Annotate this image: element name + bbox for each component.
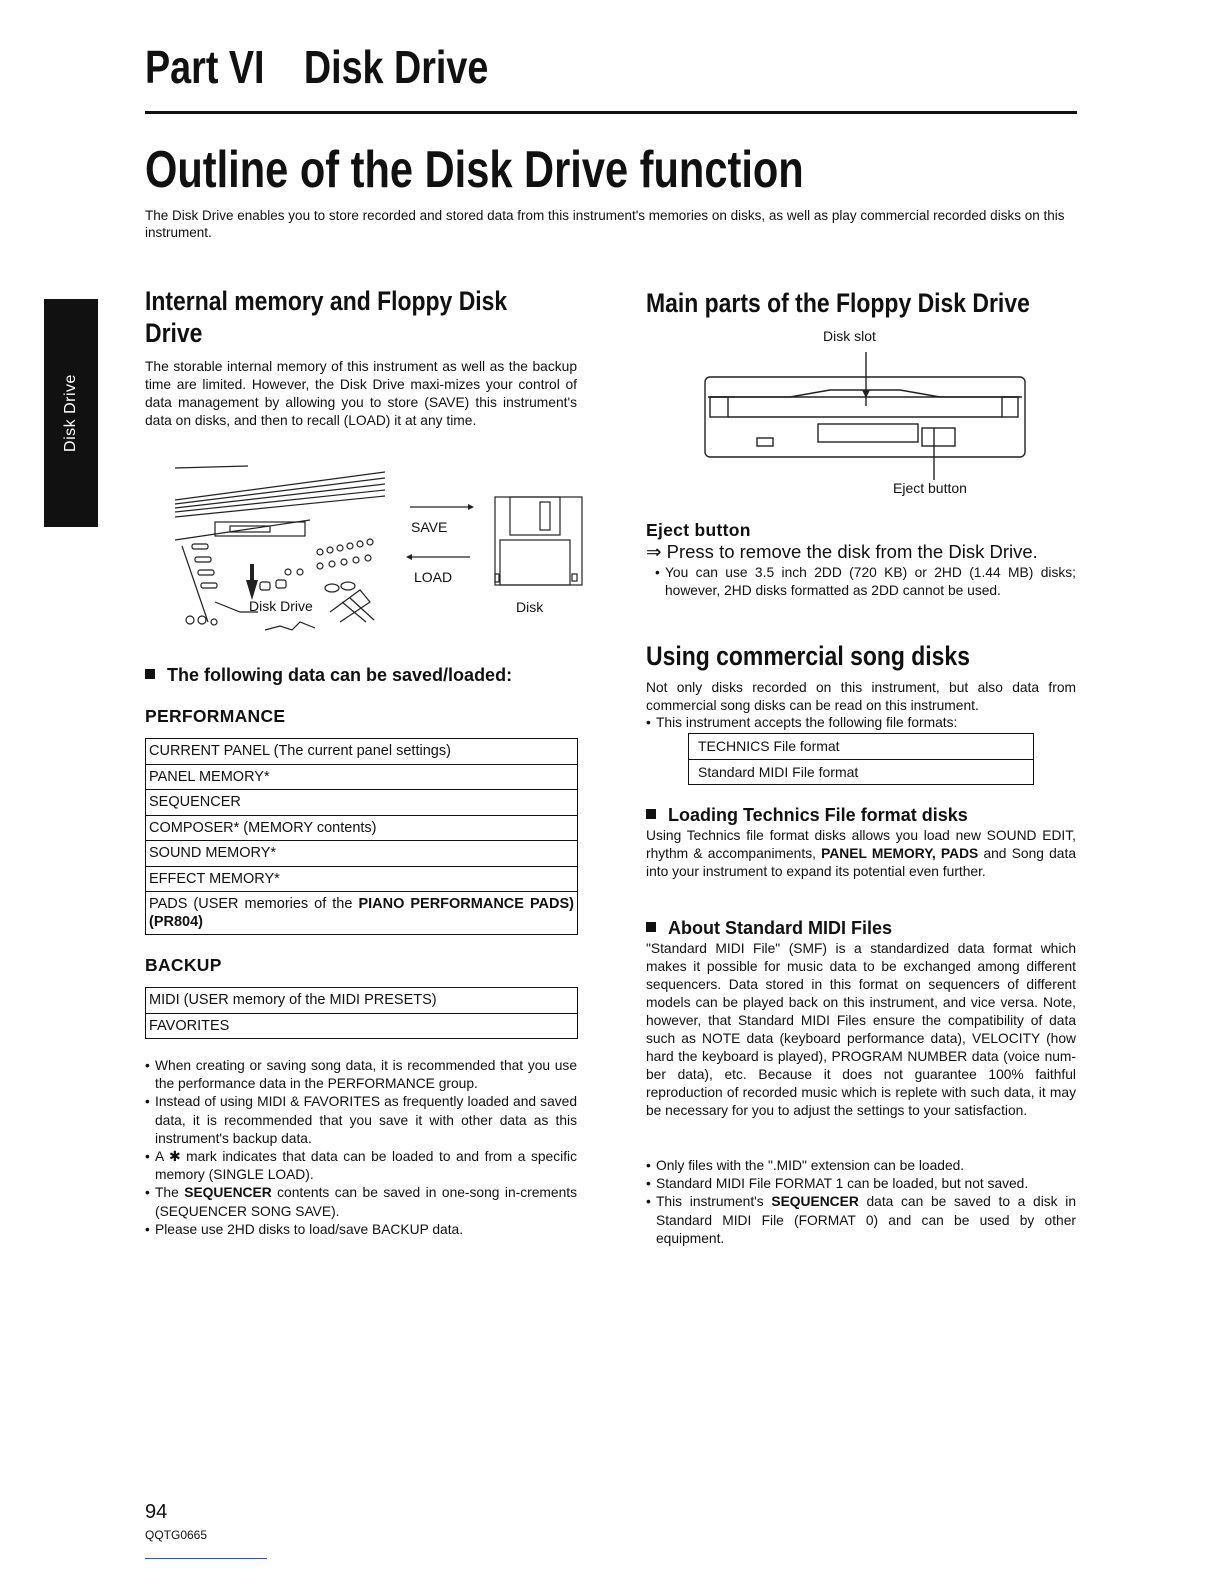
table-cell: CURRENT PANEL (The current panel settings) <box>146 739 578 765</box>
saved-loaded-heading: The following data can be saved/loaded: <box>145 665 512 686</box>
footer-rule <box>145 1558 267 1559</box>
smf-paragraph: "Standard MIDI File" (SMF) is a standardized data format which makes it possible for music data to be exchanged among different sequencers. Data stored in this format on sequencers of different models can be played back on this instrument, and vice versa. Note, however, that Standard MIDI Files ensure the compatibility of data such as NOTE data (keyboard performance data), VELOCITY (how hard the keyboard is played), PROGRAM NUMBER data (voice num-ber data), etc. Because it does not guarantee 100% faithful reproduction of recorded music which is replete with such data, it may be necessary for you to adjust the settings to your satisfaction. <box>646 941 1076 1118</box>
eject-instruction: ⇒ Press to remove the disk from the Disk Drive. <box>646 541 1038 562</box>
smf-notes <box>646 1157 1076 1248</box>
main-parts-heading: Main parts of the Floppy Disk Drive <box>646 288 1030 318</box>
table-row <box>146 739 578 765</box>
backup-heading: BACKUP <box>145 955 222 975</box>
internal-memory-heading: Internal memory and Floppy Disk Drive <box>145 286 508 348</box>
formats-intro-list <box>646 714 1076 732</box>
notes-list <box>145 1057 577 1239</box>
square-bullet-icon <box>646 809 656 819</box>
list-item: • This instrument's SEQUENCER data can be saved to a disk in Standard MIDI File (FORMAT 0) and can be used by other equipment. <box>646 1193 1076 1248</box>
technics-paragraph: Using Technics file format disks allows you load new SOUND EDIT, rhythm & accompaniments, PANEL MEMORY, PADS and Song data into your instrument to expand its potential even further. <box>646 828 1076 879</box>
table-row <box>689 759 1034 785</box>
part-label: Part VI <box>145 41 265 93</box>
list-item: • You can use 3.5 inch 2DD (720 KB) or 2HD (1.44 MB) disks; however, 2HD disks formatted as 2DD cannot be used. <box>655 564 1076 600</box>
table-cell: FAVORITES <box>149 1017 230 1034</box>
table-cell: PADS (USER memories of the PIANO PERFORMANCE PADS) (PR804) <box>149 896 574 930</box>
side-tab-label: Disk Drive <box>62 374 79 452</box>
table-row <box>146 988 578 1014</box>
square-bullet-icon <box>646 922 656 932</box>
commercial-paragraph: Not only disks recorded on this instrument, but also data from commercial song disks can be read on this instrument. <box>646 680 1076 713</box>
disk-drive-label: Disk Drive <box>249 598 313 614</box>
header-rule <box>145 111 1077 114</box>
list-item: • A ✱ mark indicates that data can be loaded to and from a specific memory (SINGLE LOAD). <box>145 1148 577 1184</box>
list-item: • Standard MIDI File FORMAT 1 can be loaded, but not saved. <box>646 1175 1076 1193</box>
table-row <box>689 734 1034 760</box>
list-item: • Only files with the ".MID" extension can be loaded. <box>646 1157 1076 1175</box>
floppy-drive-illustration <box>700 352 1030 487</box>
list-item: • The SEQUENCER contents can be saved in one-song in-crements (SEQUENCER SONG SAVE). <box>145 1184 577 1220</box>
page-number: 94 <box>145 1501 168 1523</box>
table-row <box>146 790 578 816</box>
technics-heading: Loading Technics File format disks <box>646 805 968 826</box>
load-label: LOAD <box>414 569 453 585</box>
table-cell: Standard MIDI File format <box>698 763 859 780</box>
disk-label: Disk <box>516 599 544 615</box>
table-row <box>146 841 578 867</box>
table-row <box>146 892 578 935</box>
table-cell: COMPOSER* (MEMORY contents) <box>146 815 578 841</box>
table-cell: PANEL MEMORY* <box>146 764 578 790</box>
list-item: • Please use 2HD disks to load/save BACKUP data. <box>145 1221 577 1239</box>
document-code: QQTG0665 <box>145 1528 208 1542</box>
chapter-title: Outline of the Disk Drive function <box>145 141 804 199</box>
square-bullet-icon <box>145 669 155 679</box>
table-cell: SOUND MEMORY* <box>146 841 578 867</box>
disk-slot-label: Disk slot <box>823 328 876 344</box>
performance-heading: PERFORMANCE <box>145 706 286 726</box>
save-label: SAVE <box>411 519 448 535</box>
table-row <box>146 1013 578 1039</box>
list-item: • Instead of using MIDI & FAVORITES as frequently loaded and saved data, it is recommended that you save it with other data as this instrument's backup data. <box>145 1093 577 1148</box>
table-cell: TECHNICS File format <box>689 734 1034 760</box>
internal-memory-paragraph: The storable internal memory of this instrument as well as the backup time are limited. However, the Disk Drive maxi-mizes your control of data management by allowing you to store (SAVE) this instrument's data on disks, and then to recall (LOAD) it at any time. <box>145 359 577 428</box>
eject-button-label: Eject button <box>893 480 967 496</box>
table-row <box>146 764 578 790</box>
table-cell: MIDI (USER memory of the MIDI PRESETS) <box>146 988 578 1014</box>
part-name: Disk Drive <box>303 41 489 93</box>
list-item: • When creating or saving song data, it is recommended that you use the performance data in the PERFORMANCE group. <box>145 1057 577 1093</box>
table-row <box>146 815 578 841</box>
performance-table <box>145 738 578 935</box>
table-cell: SEQUENCER <box>146 790 578 816</box>
table-cell: EFFECT MEMORY* <box>146 866 578 892</box>
commercial-disks-heading: Using commercial song disks <box>646 641 970 671</box>
intro-paragraph: The Disk Drive enables you to store recorded and stored data from this instrument's memories on disks, as well as play commercial recorded disks on this instrument. <box>145 208 1065 240</box>
side-tab <box>44 299 98 527</box>
eject-button-heading: Eject button <box>646 520 751 540</box>
eject-notes <box>655 564 1076 600</box>
list-item: • This instrument accepts the following file formats: <box>646 714 1076 732</box>
table-row <box>146 866 578 892</box>
backup-table <box>145 987 578 1039</box>
formats-table <box>688 733 1034 785</box>
smf-heading: About Standard MIDI Files <box>646 918 892 939</box>
part-title <box>145 40 488 94</box>
